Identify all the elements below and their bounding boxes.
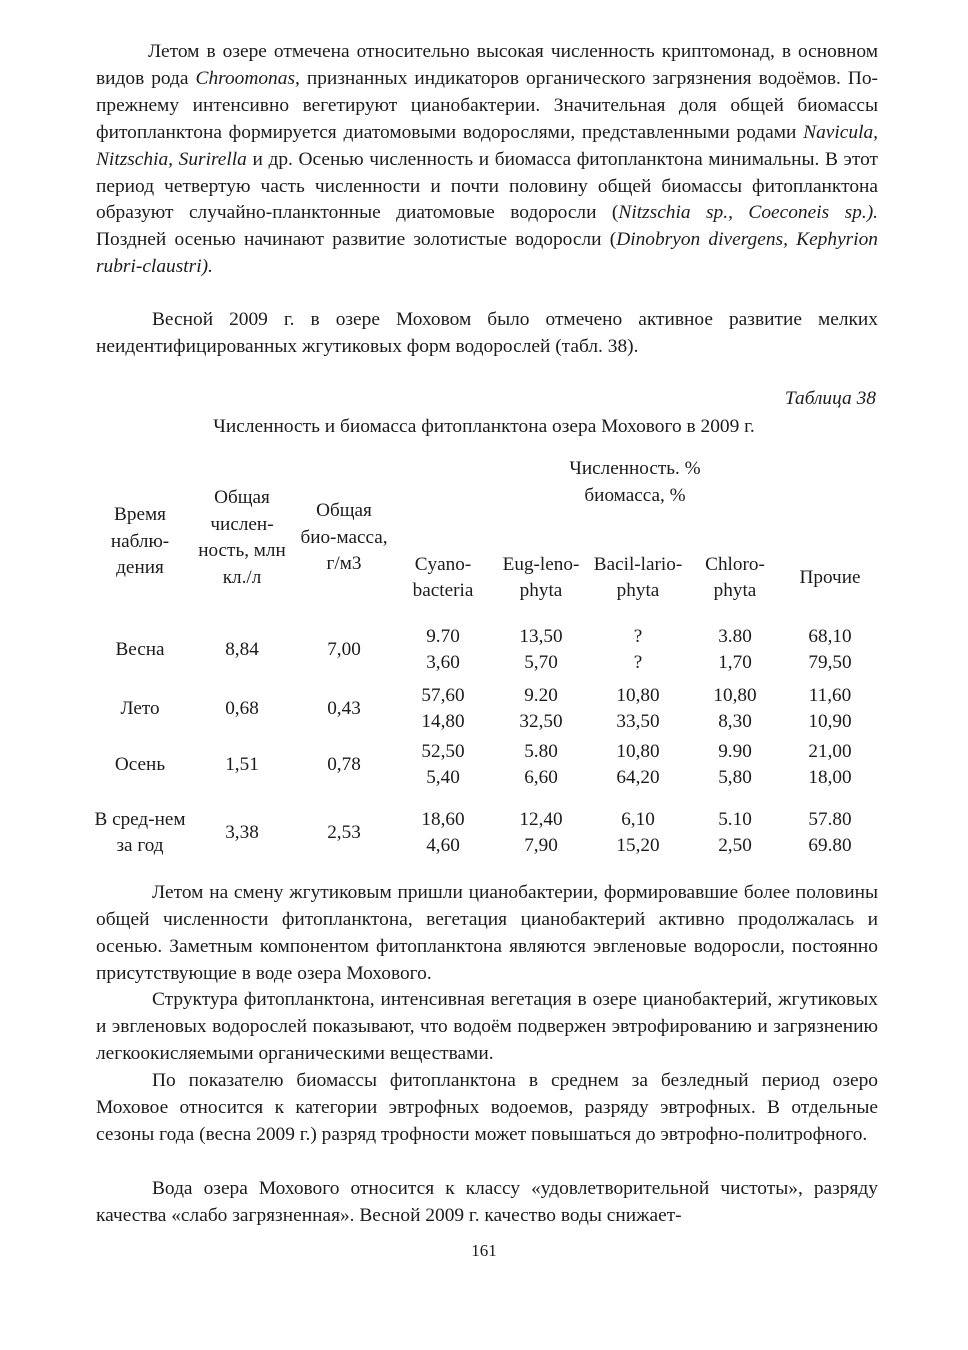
cell-chloro: [690, 620, 780, 680]
cell-abundance: 1,51: [225, 753, 259, 775]
cell-bacillario-abundance: 10,80: [616, 684, 660, 706]
cell-cyano-abundance: 9.70: [426, 625, 460, 647]
header-time: Время наблю-дения: [110, 504, 170, 579]
cell-bacillario-biomass: 15,20: [616, 835, 660, 856]
cell-bacillario-biomass: 33,50: [616, 711, 660, 732]
cell-chloro-biomass: 8,30: [718, 711, 752, 732]
cell-eugleno-biomass: 7,90: [524, 835, 558, 856]
header-eugleno: Eug-leno-phyta: [502, 553, 580, 601]
table-row: [94, 738, 880, 792]
cell-time: Осень: [114, 753, 166, 775]
cell-cyano-biomass: 14,80: [421, 711, 465, 732]
cell-other: [780, 620, 880, 680]
cell-biomass: 2,53: [327, 821, 361, 843]
cell-cyano-biomass: 5,40: [426, 767, 460, 788]
genera-diatoms: Navicula, Nitzschia, Surirella: [96, 121, 878, 170]
cell-bacillario: [586, 738, 690, 792]
table-row: [94, 680, 880, 738]
cell-cyano-abundance: 18,60: [421, 808, 465, 830]
header-bacillario: Bacil-lario-phyta: [593, 553, 683, 601]
cell-abundance: 8,84: [225, 638, 259, 660]
header-chloro: Chloro-phyta: [705, 553, 765, 601]
cell-chloro-abundance: 9.90: [718, 740, 752, 762]
cell-cyano-abundance: 52,50: [421, 740, 465, 762]
cell-other-biomass: 69.80: [808, 835, 852, 856]
table-row: [94, 792, 880, 874]
cell-other-biomass: 79,50: [808, 652, 852, 673]
cell-other: [780, 792, 880, 874]
header-abundance: Общая числен-ность, млн кл./л: [198, 487, 286, 588]
cell-cyano-biomass: 4,60: [426, 835, 460, 856]
cell-other-abundance: 68,10: [808, 625, 852, 647]
paragraph-5: По показателю биомассы фитопланктона в среднем за безледный период озеро Моховое относится к категории эвтрофных водоемов, разряду эвтрофных. В отдельные сезоны года (весна 2009 г.) разряд трофности может повышаться до эвтрофно-политрофного.: [96, 1070, 878, 1145]
cell-other-biomass: 18,00: [808, 767, 852, 788]
cell-eugleno: [496, 620, 586, 680]
cell-eugleno-abundance: 12,40: [519, 808, 563, 830]
table-row: [94, 620, 880, 680]
paragraph-1-text-c: и др. Осенью численность и биомасса фитопланктона минимальны. В этот период четвертую часть численности и почти половину общей биомассы фитопланктона образуют случайно-планктонные диатомовые водоросли (: [96, 148, 878, 224]
cell-cyano: [390, 792, 496, 874]
cell-other: [780, 680, 880, 738]
paragraph-1-text-d: Поздней осенью начинают развитие золотистые водоросли (: [96, 229, 617, 251]
paragraph-1: [96, 39, 878, 281]
paragraph-1-text-a: Летом в озере отмечена относительно высокая численность криптомонад, в основном видов рода: [96, 41, 878, 89]
species-diatoms: Nitzschia sp., Coeconeis sp.).: [618, 202, 878, 224]
cell-chloro: [690, 792, 780, 874]
cell-time: В сред-нем за год: [94, 808, 186, 856]
cell-eugleno-biomass: 32,50: [519, 711, 563, 732]
cell-cyano-abundance: 57,60: [421, 684, 465, 706]
paragraph-3: Летом на смену жгутиковым пришли цианобактерии, формировавшие более половины общей численности фитопланктона, вегетация цианобактерий активно продолжалась и осенью. Заметным компонентом фитопланктона являются эвгленовые водоросли, постоянно присутствующие в воде озера Мохового.: [96, 882, 878, 984]
cell-bacillario-abundance: ?: [633, 625, 643, 647]
header-group-line1: Численность. %: [569, 458, 701, 479]
cell-eugleno-abundance: 9.20: [524, 684, 558, 706]
cell-eugleno-biomass: 5,70: [524, 652, 558, 673]
cell-biomass: 7,00: [327, 638, 361, 660]
cell-chloro-abundance: 3.80: [718, 625, 752, 647]
cell-bacillario: [586, 792, 690, 874]
cell-biomass: 0,43: [327, 697, 361, 719]
cell-cyano: [390, 680, 496, 738]
paragraph-1-text-b: , признанных индикаторов органического загрязнения водоёмов. По-прежнему интенсивно вегетируют цианобактерии. Значительная доля общей биомассы фитопланктона формируется диатомовыми водорослями, представленными родами: [96, 67, 879, 143]
cell-time: Весна: [115, 638, 165, 660]
cell-bacillario-abundance: 10,80: [616, 740, 660, 762]
cell-chloro-biomass: 1,70: [718, 652, 752, 673]
cell-bacillario-biomass: ?: [633, 652, 643, 673]
cell-abundance: 0,68: [225, 697, 259, 719]
cell-cyano: [390, 738, 496, 792]
cell-time: Лето: [120, 697, 160, 719]
paragraph-6: Вода озера Мохового относится к классу «удовлетворительной чистоты», разряду качества «слабо загрязненная». Весной 2009 г. качество воды снижает-: [96, 1178, 878, 1226]
cell-other: [780, 738, 880, 792]
header-group: [390, 456, 880, 536]
table-body: [94, 620, 880, 874]
paragraph-4: Структура фитопланктона, интенсивная вегетация в озере цианобактерий, жгутиковых и эвгленовых водорослей показывают, что водоём подвержен эвтрофированию и загрязнению легкоокисляемыми органическими веществами.: [96, 989, 878, 1064]
species-golden-algae: Dinobryon divergens, Kephyrion rubri-claustri).: [96, 229, 878, 278]
header-cyano: Cyano-bacteria: [412, 553, 474, 601]
cell-bacillario-abundance: 6,10: [621, 808, 655, 830]
cell-eugleno: [496, 738, 586, 792]
cell-bacillario: [586, 620, 690, 680]
cell-other-abundance: 11,60: [808, 684, 852, 706]
cell-bacillario-biomass: 64,20: [616, 767, 660, 788]
cell-cyano: [390, 620, 496, 680]
genus-chroomonas: Chroomonas: [195, 67, 295, 89]
cell-eugleno-abundance: 13,50: [519, 625, 563, 647]
cell-eugleno-abundance: 5.80: [524, 740, 558, 762]
cell-bacillario: [586, 680, 690, 738]
cell-cyano-biomass: 3,60: [426, 652, 460, 673]
cell-biomass: 0,78: [327, 753, 361, 775]
header-biomass: Общая био-масса, г/м3: [300, 500, 388, 575]
page-number: 161: [471, 1241, 497, 1260]
table-number: Таблица 38: [784, 388, 876, 409]
cell-chloro: [690, 738, 780, 792]
cell-chloro-biomass: 2,50: [718, 835, 752, 856]
paragraph-2: Весной 2009 г. в озере Моховом было отмечено активное развитие мелких неидентифицированных жгутиковых форм водорослей (табл. 38).: [96, 309, 878, 357]
cell-eugleno: [496, 680, 586, 738]
cell-chloro-abundance: 5.10: [718, 808, 752, 830]
header-group-line2: биомасса, %: [584, 484, 686, 506]
phytoplankton-table: [94, 456, 880, 874]
cell-abundance: 3,38: [225, 821, 259, 843]
table-title: Численность и биомасса фитопланктона озера Мохового в 2009 г.: [213, 416, 755, 437]
header-other: Прочие: [799, 566, 861, 588]
cell-eugleno: [496, 792, 586, 874]
cell-chloro-abundance: 10,80: [713, 684, 757, 706]
cell-other-biomass: 10,90: [808, 711, 852, 732]
cell-chloro: [690, 680, 780, 738]
cell-other-abundance: 21,00: [808, 740, 852, 762]
cell-chloro-biomass: 5,80: [718, 767, 752, 788]
cell-other-abundance: 57.80: [808, 808, 852, 830]
cell-eugleno-biomass: 6,60: [524, 767, 558, 788]
